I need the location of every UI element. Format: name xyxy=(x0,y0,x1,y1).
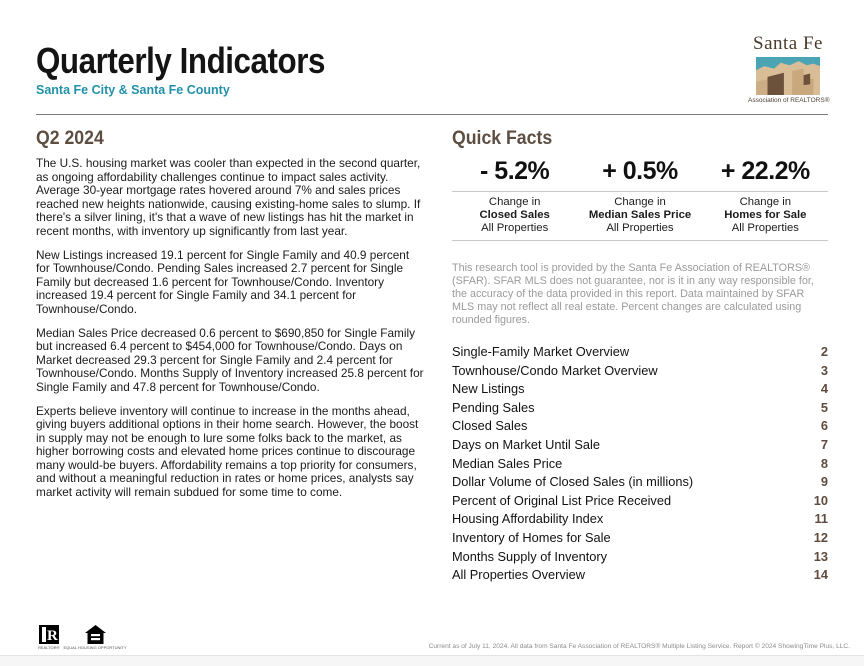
quick-fact-value: - 5.2% xyxy=(480,157,550,185)
header-divider xyxy=(36,114,828,115)
footer-logos xyxy=(38,625,127,650)
toc-page-number: 3 xyxy=(820,362,828,378)
toc-page-number: 8 xyxy=(820,455,828,471)
toc-label: Months Supply of Inventory xyxy=(452,548,608,564)
toc-label: Dollar Volume of Closed Sales (in millions) xyxy=(452,474,694,490)
toc-row xyxy=(452,437,828,456)
quick-fact-scope: All Properties xyxy=(731,222,799,234)
quick-facts-labels xyxy=(452,192,828,240)
commentary-section xyxy=(36,128,426,510)
quick-fact-metric: Median Sales Price xyxy=(588,209,692,221)
toc-page-number: 4 xyxy=(820,381,828,397)
toc-row xyxy=(452,344,828,363)
toc-label: Inventory of Homes for Sale xyxy=(452,529,611,545)
facts-disclaimer: This research tool is provided by the Santa Fe Association of REALTORS® (SFAR). SFAR MLS does not guarantee, nor is it in any way responsible for, the accuracy of the data provided in this report. Data maintained by SFAR MLS may not reflect all real estate. Percent changes are calculated using rounded figures. xyxy=(452,262,814,326)
toc-page-number: 2 xyxy=(820,344,828,359)
toc-row xyxy=(452,363,828,382)
toc-label: New Listings xyxy=(452,381,525,397)
toc-row xyxy=(452,493,828,512)
quick-fact-metric: Homes for Sale xyxy=(724,209,807,221)
commentary-paragraph: The U.S. housing market was cooler than expected in the second quarter, as ongoing affordability challenges continue to impact sales activity. Average 30-year mortgage rates hovered around 7% and sales prices reached new heights nationwide, causing existing-home sales to slump. If there's a silver lining, it's that a wave of new listings has hit the market in recent months, with inventory up significantly from last year. xyxy=(36,156,421,238)
toc-page-number: 12 xyxy=(813,529,828,545)
toc-label: All Properties Overview xyxy=(452,567,585,583)
toc-page-number: 14 xyxy=(813,567,828,583)
toc-row xyxy=(452,474,828,493)
toc-row xyxy=(452,456,828,475)
realtor-logo xyxy=(38,625,59,650)
page-subtitle: Santa Fe City & Santa Fe County xyxy=(36,83,230,97)
equal-housing-logo xyxy=(63,625,126,650)
toc-row xyxy=(452,549,828,568)
quick-fact-change-in: Change in xyxy=(488,196,541,208)
quick-fact-value: + 22.2% xyxy=(720,157,810,185)
commentary-paragraph: New Listings increased 19.1 percent for Single Family and 40.9 percent for Townhouse/Condo. Pending Sales increased 2.7 percent for Single Family but decreased 1.6 percent for Townhouse/Condo. Inventory increased 19.4 percent for Single Family and 34.1 percent for Townhouse/Condo. xyxy=(36,247,410,316)
logo-caption: Association of REALTORS® xyxy=(748,97,830,104)
toc-page-number: 5 xyxy=(820,399,828,415)
quick-facts-values xyxy=(452,157,828,191)
svg-text:R: R xyxy=(46,628,58,644)
toc-page-number: 11 xyxy=(814,511,828,527)
equal-housing-icon xyxy=(85,625,106,644)
footer-note: Current as of July 11, 2024. All data from Santa Fe Association of REALTORS® Multiple Listing Service. Report © 2024 ShowingTime Plus, LLC. xyxy=(428,643,850,650)
quick-fact-label xyxy=(703,196,828,235)
equal-housing-caption: EQUAL HOUSING OPPORTUNITY xyxy=(63,645,127,650)
quick-fact-scope: All Properties xyxy=(606,222,674,234)
toc-row xyxy=(452,530,828,549)
toc-page-number: 7 xyxy=(820,436,828,452)
toc-page-number: 6 xyxy=(820,418,828,434)
quick-fact-scope: All Properties xyxy=(481,222,549,234)
toc-label: Closed Sales xyxy=(452,418,528,434)
toc-page-number: 10 xyxy=(813,492,828,508)
quick-facts-section xyxy=(452,128,828,586)
quick-fact-change-in: Change in xyxy=(739,196,792,208)
toc-row xyxy=(452,567,828,586)
logo-wordmark: Santa Fe xyxy=(753,33,823,54)
toc-label: Percent of Original List Price Received xyxy=(452,492,672,508)
toc-row xyxy=(452,381,828,400)
toc-label: Pending Sales xyxy=(452,399,535,415)
page-title: Quarterly Indicators xyxy=(36,40,325,81)
santa-fe-realtors-logo xyxy=(748,33,828,104)
quick-facts-divider-bottom xyxy=(452,240,828,241)
commentary-paragraph: Experts believe inventory will continue to increase in the months ahead, giving buyers additional options in their home search. However, the boost in supply may not be enough to lure some folks back to the market, as higher borrowing costs and elevated home prices continue to discourage many would-be buyers. Affordability remains a top priority for consumers, and without a meaningful reduction in rates or home prices, analysts say market activity will remain subdued for some time to come. xyxy=(36,403,419,500)
toc-label: Days on Market Until Sale xyxy=(452,436,600,452)
toc-row xyxy=(452,400,828,419)
quick-facts-heading: Quick Facts xyxy=(452,128,553,149)
commentary-paragraphs xyxy=(36,157,426,500)
commentary-heading: Q2 2024 xyxy=(36,128,104,149)
quick-fact-change-in: Change in xyxy=(614,196,666,208)
commentary-paragraph: Median Sales Price decreased 0.6 percent to $690,850 for Single Family but increased 6.4 percent to $454,000 for Townhouse/Condo. Days on Market decreased 29.3 percent for Single Family and 2.4 percent for Townhouse/Condo. Months Supply of Inventory increased 25.8 percent for Single Family and 47.8 percent for Townhouse/Condo. xyxy=(36,325,424,394)
toc-row xyxy=(452,511,828,530)
toc-list xyxy=(452,344,828,586)
realtor-logo-caption: REALTOR® xyxy=(38,645,60,650)
realtor-r-icon xyxy=(39,625,59,644)
toc-row xyxy=(452,418,828,437)
quick-fact-label xyxy=(452,196,577,235)
quick-fact-metric: Closed Sales xyxy=(479,209,550,221)
toc-label: Median Sales Price xyxy=(452,455,563,471)
toc-label: Townhouse/Condo Market Overview xyxy=(452,362,658,378)
toc-page-number: 13 xyxy=(813,548,828,564)
quick-fact-value: + 0.5% xyxy=(602,157,678,185)
adobe-buildings-icon xyxy=(756,57,820,95)
toc-page-number: 9 xyxy=(820,474,828,490)
toc-label: Housing Affordability Index xyxy=(452,511,604,527)
toc-label: Single-Family Market Overview xyxy=(452,344,630,359)
bottom-strip xyxy=(0,655,864,666)
quick-fact-label xyxy=(577,196,702,235)
